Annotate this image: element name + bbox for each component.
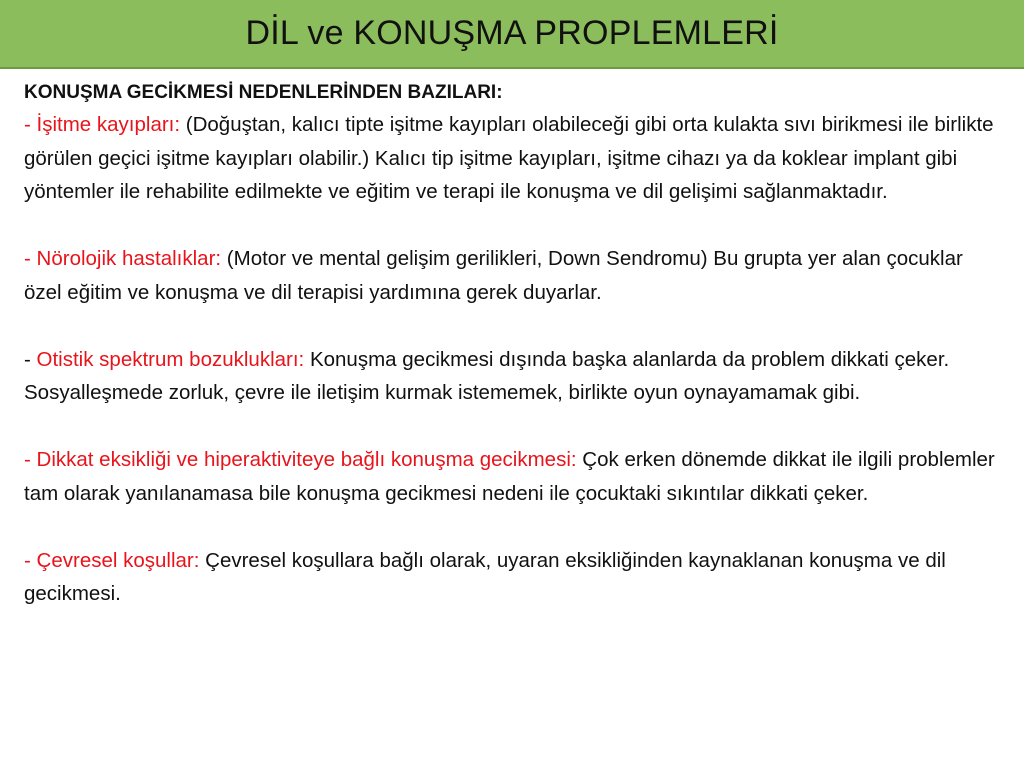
item-prefix: - xyxy=(24,347,37,371)
item-body-environmental: Çevresel koşullara bağlı olarak, uyaran eksikliğinden kaynaklanan konuşma ve dil gecikmesi. xyxy=(24,548,946,605)
item-body-adhd: Çok erken dönemde dikkat ile ilgili problemler tam olarak yanılanamasa bile konuşma gecikmesi nedeni ile çocuktaki sıkıntılar dikkati çeker. xyxy=(24,448,995,505)
item-autism xyxy=(24,343,1004,410)
item-hearing-loss xyxy=(24,108,1004,209)
paragraph-gap xyxy=(24,510,1004,544)
item-prefix: - xyxy=(24,113,37,136)
item-body-neurological: (Motor ve mental gelişim gerilikleri, Down Sendromu) Bu grupta yer alan çocuklar özel eğitim ve konuşma ve dil terapisi yardımına gerek duyarlar. xyxy=(24,247,963,304)
section-heading: KONUŞMA GECİKMESİ NEDENLERİNDEN BAZILARI: xyxy=(24,82,503,103)
item-label-adhd: Dikkat eksikliği ve hiperaktiviteye bağlı konuşma gecikmesi: xyxy=(36,448,577,471)
paragraph-gap xyxy=(24,209,1004,243)
item-label-autism: Otistik spektrum bozuklukları: xyxy=(36,347,305,371)
item-label-neurological: Nörolojik hastalıklar: xyxy=(36,247,222,270)
item-label-hearing-loss: İşitme kayıpları: xyxy=(36,113,181,136)
item-body-autism: Konuşma gecikmesi dışında başka alanlarda da problem dikkati çeker. Sosyalleşmede zorluk, çevre ile iletişim kurmak istememek, birlikte oyun oynayamamak gibi. xyxy=(24,347,950,404)
item-neurological xyxy=(24,242,1004,309)
title-bar xyxy=(0,0,1024,69)
item-prefix: - xyxy=(24,247,37,270)
item-label-environmental: Çevresel koşullar: xyxy=(36,548,200,572)
slide-title: DİL ve KONUŞMA PROPLEMLERİ xyxy=(245,14,779,52)
slide-content xyxy=(24,78,1004,611)
paragraph-gap xyxy=(24,309,1004,343)
item-prefix: - xyxy=(24,548,37,572)
item-body-hearing-loss: (Doğuştan, kalıcı tipte işitme kayıpları olabileceği gibi orta kulakta sıvı birikmesi ile birlikte görülen geçici işitme kayıpları olabilir.) Kalıcı tip işitme kayıpları, işitme cihazı ya da koklear implant gibi yöntemler ile rehabilite edilmekte ve eğitim ve terapi ile konuşma ve dil gelişimi sağlanmaktadır. xyxy=(24,113,994,203)
item-prefix: - xyxy=(24,448,37,471)
paragraph-gap xyxy=(24,410,1004,444)
item-environmental xyxy=(24,544,1004,611)
item-adhd xyxy=(24,443,1004,510)
